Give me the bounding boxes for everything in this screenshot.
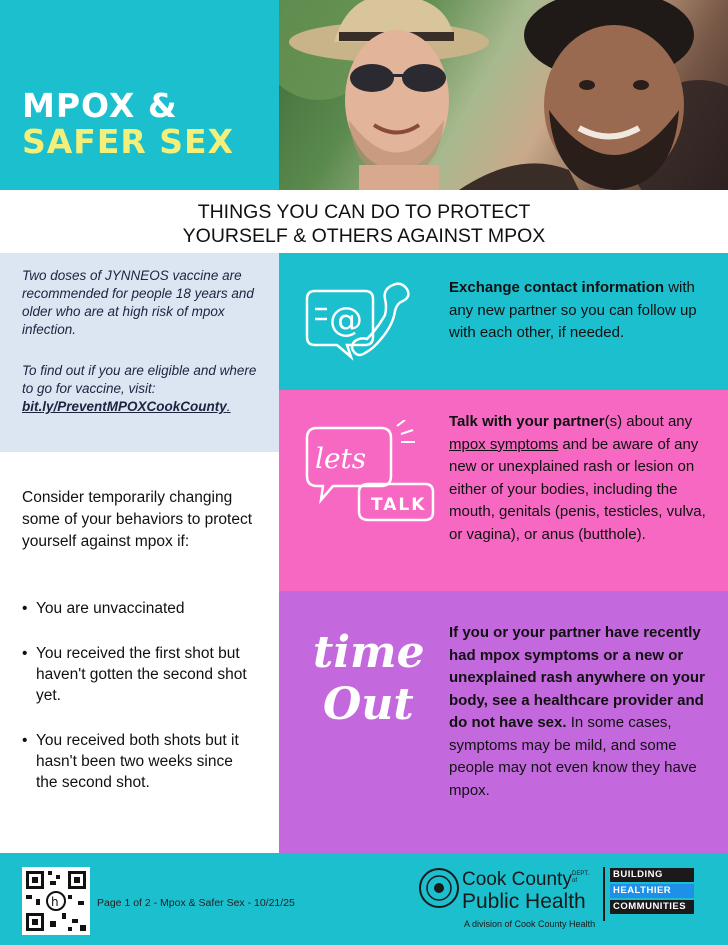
bullet-text: You are unvaccinated bbox=[36, 600, 185, 617]
tip-talk-panel bbox=[279, 390, 728, 591]
page-info: Page 1 of 2 - Mpox & Safer Sex - 10/21/25 bbox=[97, 897, 295, 909]
bullet-text: You received both shots but it hasn't been two weeks since the second shot. bbox=[36, 732, 239, 791]
tip-talk-text bbox=[449, 411, 711, 546]
tip-contact-rest: with any new partner so you can follow up with each other, if needed. bbox=[449, 279, 697, 341]
vaccine-info-box bbox=[0, 253, 279, 452]
svg-text:@: @ bbox=[329, 300, 363, 340]
vaccine-link[interactable]: bit.ly/PreventMPOXCookCounty bbox=[22, 399, 227, 414]
county-seal-icon bbox=[418, 867, 460, 909]
tip-contact-panel bbox=[279, 253, 728, 390]
tip-timeout-bold: If you or your partner have recently had mpox symptoms or a new or unexplained rash anywhere on your body, see a healthcare provider and do not have sex. bbox=[449, 624, 705, 731]
tip-talk-rest: and be aware of any new or unexplained rash or lesion on either of your bodies, including the mouth, genitals (penis, testicles, vulva, or vagina), or anus (butthole). bbox=[449, 435, 706, 543]
couple-photo-illustration bbox=[279, 0, 728, 190]
tip-timeout-panel bbox=[279, 591, 728, 853]
tip-talk-bold: Talk with your partner bbox=[449, 413, 605, 430]
lets-text: lets bbox=[315, 442, 367, 475]
bullet-item bbox=[22, 643, 251, 706]
vaccine-recommendation-text: Two doses of JYNNEOS vaccine are recommended for people 18 years and older who are at high risk of mpox infection. bbox=[22, 268, 254, 337]
bullet-dot: • bbox=[22, 600, 28, 617]
subtitle-line1: THINGS YOU CAN DO TO PROTECT bbox=[197, 201, 531, 223]
vaccine-link-line bbox=[22, 399, 231, 414]
consider-intro: Consider temporarily changing some of your behaviors to protect yourself against mpox if: bbox=[22, 489, 253, 550]
vaccine-link-period: . bbox=[226, 399, 231, 414]
svg-text:h: h bbox=[51, 895, 59, 909]
qr-code-icon bbox=[22, 867, 90, 935]
org-dept-label: DEPT. of bbox=[572, 871, 590, 884]
org-name-line1: Cook County bbox=[462, 869, 572, 890]
contact-chat-phone-icon bbox=[301, 277, 421, 373]
talk-text: TALK bbox=[371, 495, 427, 515]
header-photo bbox=[279, 0, 728, 190]
campaign-line-communities: COMMUNITIES bbox=[610, 900, 694, 914]
bullet-item bbox=[22, 730, 251, 793]
subtitle-line2: YOURSELF & OTHERS AGAINST MPOX bbox=[182, 225, 546, 247]
time-out-lettering-icon bbox=[309, 619, 434, 729]
vaccine-eligibility-text: To find out if you are eligible and where to go for vaccine, visit: bbox=[22, 363, 257, 396]
qr-code[interactable] bbox=[22, 867, 90, 935]
tip-timeout-rest: In some cases, symptoms may be mild, and some people may not even know they have mpox. bbox=[449, 714, 697, 799]
tip-contact-bold: Exchange contact information bbox=[449, 279, 665, 296]
org-name-line2: Public Health bbox=[462, 890, 586, 913]
bullet-text: You received the first shot but haven't gotten the second shot yet. bbox=[36, 645, 247, 704]
campaign-line-healthier: HEALTHIER bbox=[610, 884, 694, 898]
lets-talk-bubble-icon bbox=[299, 420, 439, 530]
tip-contact-text bbox=[449, 277, 711, 345]
footer bbox=[0, 853, 728, 945]
bullet-dot: • bbox=[22, 645, 28, 662]
tip-talk-mid: (s) about any bbox=[604, 413, 693, 430]
org-division: A division of Cook County Health bbox=[464, 919, 596, 929]
logo-divider bbox=[603, 867, 605, 921]
bullet-dot: • bbox=[22, 732, 28, 749]
page-title-line2: SAFER SEX bbox=[22, 122, 235, 161]
mpox-symptoms-link[interactable]: mpox symptoms bbox=[449, 435, 559, 453]
out-text: Out bbox=[323, 679, 414, 729]
page-title-line1: MPOX & bbox=[22, 86, 178, 125]
time-text: time bbox=[313, 627, 425, 678]
bullet-item bbox=[22, 598, 251, 619]
subtitle bbox=[0, 190, 728, 253]
tip-timeout-text bbox=[449, 622, 711, 802]
campaign-line-building: BUILDING bbox=[610, 868, 694, 882]
